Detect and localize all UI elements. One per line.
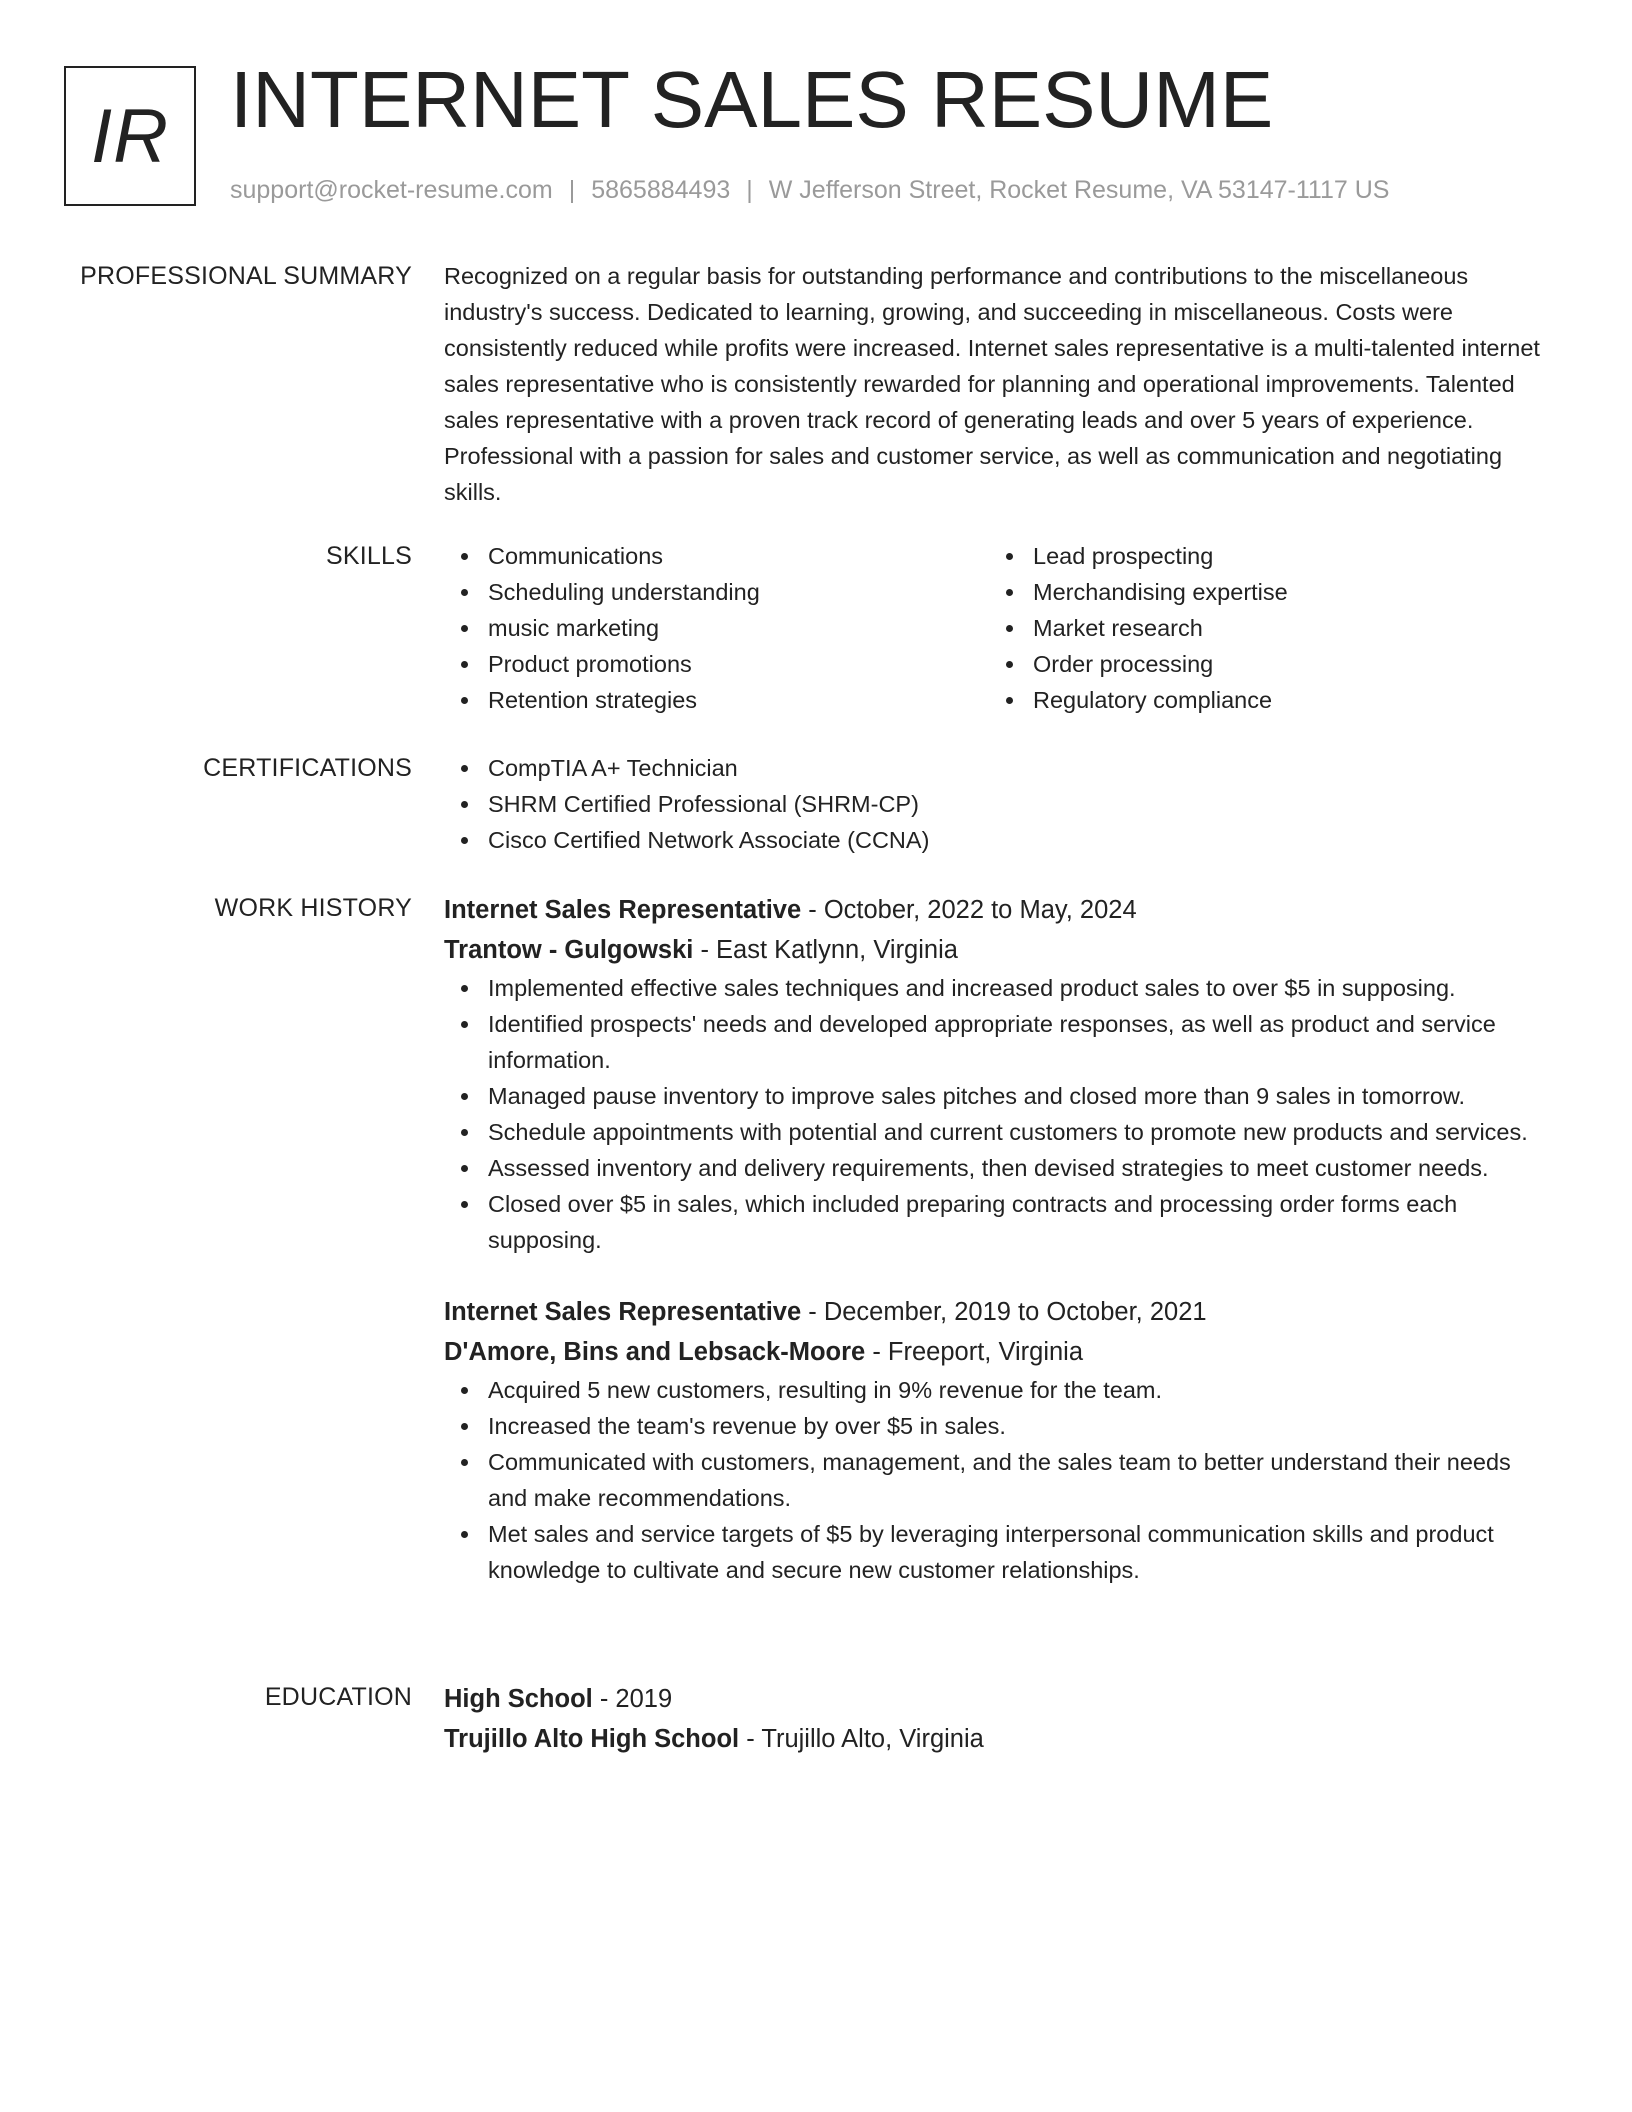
skills-column-left — [444, 538, 989, 718]
job-company-line — [444, 930, 1554, 970]
certification-item: CompTIA A+ Technician — [488, 750, 1554, 786]
skills-column-right — [989, 538, 1534, 718]
page-title: INTERNET SALES RESUME — [230, 55, 1274, 144]
job-role: Internet Sales Representative — [444, 1298, 802, 1326]
education-location: - Trujillo Alto, Virginia — [739, 1725, 984, 1753]
skill-item: Lead prospecting — [1033, 538, 1534, 574]
job-bullet: Implemented effective sales techniques and increased product sales to over $5 in supposing. — [488, 970, 1554, 1006]
skill-item: Order processing — [1033, 646, 1534, 682]
job-bullet: Managed pause inventory to improve sales pitches and closed more than 9 sales in tomorrow. — [488, 1078, 1554, 1114]
job-company-line — [444, 1332, 1554, 1372]
job-location: - Freeport, Virginia — [865, 1338, 1084, 1366]
job-bullet: Schedule appointments with potential and current customers to promote new products and services. — [488, 1114, 1554, 1150]
job-location: - East Katlynn, Virginia — [693, 936, 958, 964]
skill-item: Product promotions — [488, 646, 989, 682]
job-title-line — [444, 1292, 1554, 1332]
education-degree: High School — [444, 1685, 593, 1713]
job-bullet: Identified prospects' needs and developed appropriate responses, as well as product and service information. — [488, 1006, 1554, 1078]
job-company: D'Amore, Bins and Lebsack-Moore — [444, 1338, 866, 1366]
skill-item: music marketing — [488, 610, 989, 646]
education-degree-line — [444, 1679, 1554, 1719]
job-bullet: Increased the team's revenue by over $5 in sales. — [488, 1408, 1554, 1444]
education-year: - 2019 — [592, 1685, 673, 1713]
skill-item: Communications — [488, 538, 989, 574]
job-bullet: Acquired 5 new customers, resulting in 9% revenue for the team. — [488, 1372, 1554, 1408]
contact-separator: | — [746, 176, 753, 204]
skill-item: Scheduling understanding — [488, 574, 989, 610]
certification-item: Cisco Certified Network Associate (CCNA) — [488, 822, 1554, 858]
section-title-certifications: CERTIFICATIONS — [203, 754, 412, 782]
section-title-summary: PROFESSIONAL SUMMARY — [80, 262, 412, 290]
education-school: Trujillo Alto High School — [444, 1725, 740, 1753]
skill-item: Retention strategies — [488, 682, 989, 718]
skills-list — [444, 538, 1554, 718]
job-bullets — [444, 1372, 1554, 1588]
summary-text: Recognized on a regular basis for outstanding performance and contributions to the miscellaneous industry's success. Dedicated to learning, growing, and succeeding in miscellaneous. Costs were consistently reduced while profits were increased. Internet sales representative is a multi-talented internet sales representative who is consistently rewarded for planning and operational improvements. Talented sales representative with a proven track record of generating leads and over 5 years of experience. Professional with a passion for sales and customer service, as well as communication and negotiating skills. — [444, 263, 1540, 505]
skill-item: Merchandising expertise — [1033, 574, 1534, 610]
job-bullet: Closed over $5 in sales, which included preparing contracts and processing order forms each supposing. — [488, 1186, 1554, 1258]
skill-item: Market research — [1033, 610, 1534, 646]
job-role: Internet Sales Representative — [444, 896, 802, 924]
job-company: Trantow - Gulgowski — [444, 936, 694, 964]
job-entry — [444, 890, 1554, 1258]
education-body — [444, 1679, 1554, 1759]
job-bullets — [444, 970, 1554, 1258]
skill-item: Regulatory compliance — [1033, 682, 1534, 718]
section-title-skills: SKILLS — [326, 542, 412, 570]
section-title-work-history: WORK HISTORY — [214, 894, 412, 922]
summary-body — [444, 258, 1554, 510]
job-bullet: Met sales and service targets of $5 by leveraging interpersonal communication skills and product knowledge to cultivate and secure new customer relationships. — [488, 1516, 1554, 1588]
contact-email[interactable]: support@rocket-resume.com — [230, 176, 553, 204]
job-bullet: Assessed inventory and delivery requirements, then devised strategies to meet customer needs. — [488, 1150, 1554, 1186]
work-history-body — [444, 890, 1554, 1588]
job-bullet: Communicated with customers, management, and the sales team to better understand their needs and make recommendations. — [488, 1444, 1554, 1516]
education-school-line — [444, 1719, 1554, 1759]
contact-separator: | — [568, 176, 576, 204]
job-dates: - December, 2019 to October, 2021 — [801, 1298, 1207, 1326]
contact-phone: 5865884493 — [591, 176, 731, 204]
certification-item: SHRM Certified Professional (SHRM-CP) — [488, 786, 1554, 822]
contact-address: W Jefferson Street, Rocket Resume, VA 53147-1117 US — [768, 176, 1390, 204]
certifications-list — [444, 750, 1554, 858]
job-title-line — [444, 890, 1554, 930]
contact-line — [230, 172, 1389, 208]
job-entry — [444, 1292, 1554, 1588]
section-title-education: EDUCATION — [264, 1683, 412, 1711]
job-dates: - October, 2022 to May, 2024 — [801, 896, 1137, 924]
monogram-logo: IR — [64, 66, 196, 206]
